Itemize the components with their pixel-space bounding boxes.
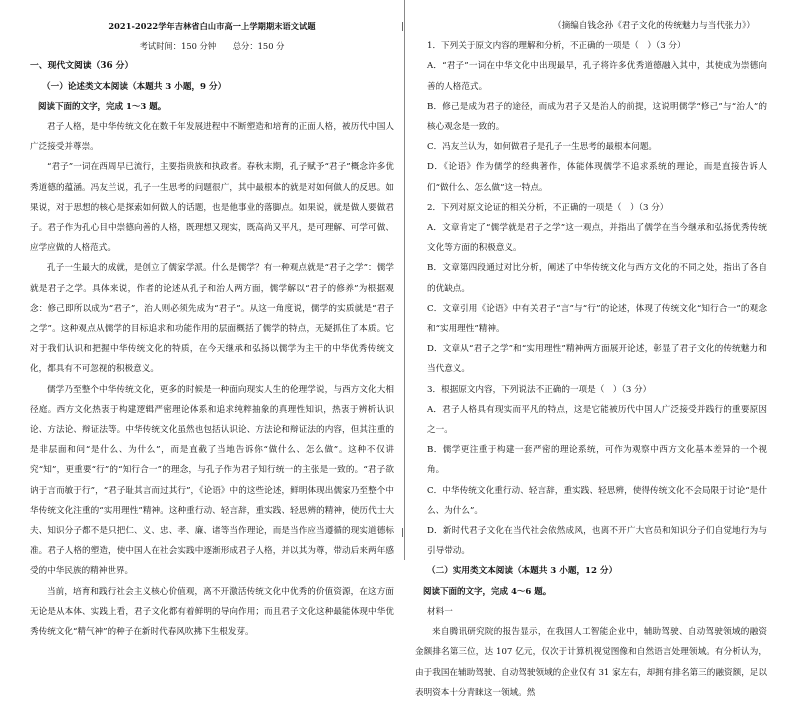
binding-mark — [402, 528, 410, 537]
passage-paragraph: 孔子一生最大的成就，是创立了儒家学派。什么是儒学？有一种观点就是“君子之学”：儒学就是君子之学。具体来说，作者的论述从孔子和治人两方面，儒学解以“君子的修养”为根据观念：修己即所以成为“君子”，治人则必须先成为“君子”。从这一角度说，儒学的实质就是“君子之学”。这种观点从儒学的目标追求和功能作用的层面概括了儒学的特点，无疑抓住了本质。它对于我们认识和把握中华传统文化的特质，在今天继承和弘扬以儒学为主干的中华优秀传统文化，都具有不可忽视的积极意义。 — [30, 263, 394, 375]
question-option: A．君子人格具有现实而平凡的特点，这是它能被历代中国人广泛接受并践行的重要原因之一。 — [427, 404, 767, 436]
question-option: C．中华传统文化重行动、轻言辞，重实践、轻思辨，使得传统文化不会局限于讨论“是什么、为什么”。 — [427, 485, 767, 516]
subsection-heading: （二）实用类文本阅读（本题共 3 小题，12 分） — [427, 566, 618, 577]
binding-mark — [402, 22, 410, 31]
question-option: A．“君子”一词在中华文化中出现最早，孔子将许多优秀道德融入其中，其使成为崇德向善的人格范式。 — [427, 61, 767, 92]
question-1: 1．下列关于原文内容的理解和分析，不正确的一项是（ ）（3 分） — [427, 41, 686, 52]
material-paragraph: 来自腾讯研究院的报告显示，在我国人工智能企业中，辅助驾驶、自动驾驶领域的融资金额排名第三位，达 107 亿元，仅次于计算机视觉图像和自然语言处理领域。有分析认为，由于我国在辅助驾驶、自动驾驶领域的企业仅有 31 家左右，却拥有排名第三的融资额，足以表明资本十分青睐这一领域。然 — [415, 627, 767, 698]
passage-paragraph: 儒学乃至整个中华传统文化，更多的时候是一种面向现实人生的伦理学说，与西方文化大相径庭。西方文化热衷于构建逻辑严密理论体系和追求纯粹抽象的真理性知识，热衷于辨析认识论、方法论、辩证法等。中华传统文化虽然也包括认识论、方法论和辩证法的内容，但其注重的是非层面和问“是什么、为什么”，而是直截了当地告诉你“做什么、怎么做”。这种不仅讲究“知”，更重要“行”的“知行合一”的理念，与孔子作为君子知行统一的主张是一致的。“君子欲讷于言而敏于行”，“君子耻其言而过其行”，《论语》中的这些论述，鲜明体现出儒家乃至整个中华传统文化注重的“实用理性”精神。这种重行动、轻言辞，重实践、轻思辨的精神，使历代士大夫、知识分子都不是只把仁、义、忠、孝、廉、诸等当作理论，而是当作应当遵循的现实道德标准。君子人格的塑造，使中国人在社会实践中逐渐形成君子人格，并以其为尊，带动后来两年感受的中华民族的精神世界。 — [30, 384, 394, 577]
reading-instruction: 阅读下面的文字，完成 4～6 题。 — [423, 586, 552, 597]
passage-paragraph: “君子”一词在西周早已流行，主要指贵族和执政者。春秋末期，孔子赋予“君子”概念许多优秀道德的蕴涵。冯友兰说，孔子一生思考的问题很广，其中最根本的就是对如何做人的反思。如果说，对于思想的核心是探索如何做人的话题，也是他事业的落脚点。如果说，就是做人要做君子。君子作为孔心目中崇德向善的人格，既理想又现实，既高尚又平凡，是可理解、可学可做、应学应做的人格范式。 — [30, 162, 394, 254]
question-option: C．冯友兰认为，如何做君子是孔子一生思考的最根本问题。 — [427, 142, 658, 153]
question-option: A．文章肯定了“儒学就是君子之学”这一观点，并指出了儒学在当今继承和弘扬优秀传统文化等方面的积极意义。 — [427, 223, 767, 254]
passage-paragraph: 君子人格，是中华传统文化在数千年发展进程中不断塑造和培育的正面人格，被历代中国人广泛接受并尊崇。 — [30, 122, 394, 153]
question-option: B．儒学更注重于构建一套严密的理论系统，可作为观察中西方文化基本差异的一个视角。 — [427, 445, 767, 476]
column-divider — [404, 0, 405, 560]
subsection-heading: （一）论述类文本阅读（本题共 3 小题，9 分） — [42, 81, 227, 92]
exam-title: 2021-2022学年吉林省白山市高一上学期期末语文试题 — [108, 21, 316, 31]
question-2: 2．下列对原文论证的相关分析，不正确的一项是（ ）（3 分） — [427, 202, 669, 213]
right-column — [415, 16, 767, 703]
question-option: D．《论语》作为儒学的经典著作，体能体现儒学不追求系统的理论，而是直接告诉人们“做什么、怎么做”这一特点。 — [427, 162, 767, 193]
question-3: 3．根据原文内容，下列说法不正确的一项是（ ）（3 分） — [427, 384, 652, 395]
passage-paragraph: 当前，培育和践行社会主义核心价值观，离不开激活传统文化中优秀的价值资源，在这方面无论是从本体、实践上看，君子文化都有着鲜明的导向作用；而且君子文化这种最能体现中华优秀传统文化“精气神”的种子在新时代春风吹拂下生根发芽。 — [30, 586, 394, 638]
passage-source: （摘编自钱念孙《君子文化的传统魅力与当代张力》） — [553, 21, 755, 31]
left-column — [30, 16, 394, 642]
question-option: D．文章从“君子之学”和“实用理性”精神两方面展开论述，彰显了君子文化的传统魅力和当代意义。 — [427, 344, 767, 375]
question-option: B．文章第四段通过对比分析，阐述了中华传统文化与西方文化的不同之处，指出了各自的优缺点。 — [427, 263, 767, 294]
exam-meta: 考试时间：150 分钟 总分：150 分 — [139, 41, 285, 52]
question-option: D．新时代君子文化在当代社会依然成风，也离不开广大官员和知识分子们自觉地行为与引导带动。 — [427, 526, 767, 557]
section-heading: 一、现代文阅读（36 分） — [30, 61, 134, 72]
question-option: B．修己是成为君子的途径，而成为君子又是治人的前提，这说明儒学“修己”与“治人”的核心观念是一致的。 — [427, 101, 767, 133]
question-option: C．文章引用《论语》中有关君子“言”与“行”的论述，体现了传统文化“知行合一”的观念和“实用理性”精神。 — [427, 303, 767, 335]
reading-instruction: 阅读下面的文字，完成 1～3 题。 — [38, 101, 167, 112]
material-label: 材料一 — [427, 606, 453, 617]
